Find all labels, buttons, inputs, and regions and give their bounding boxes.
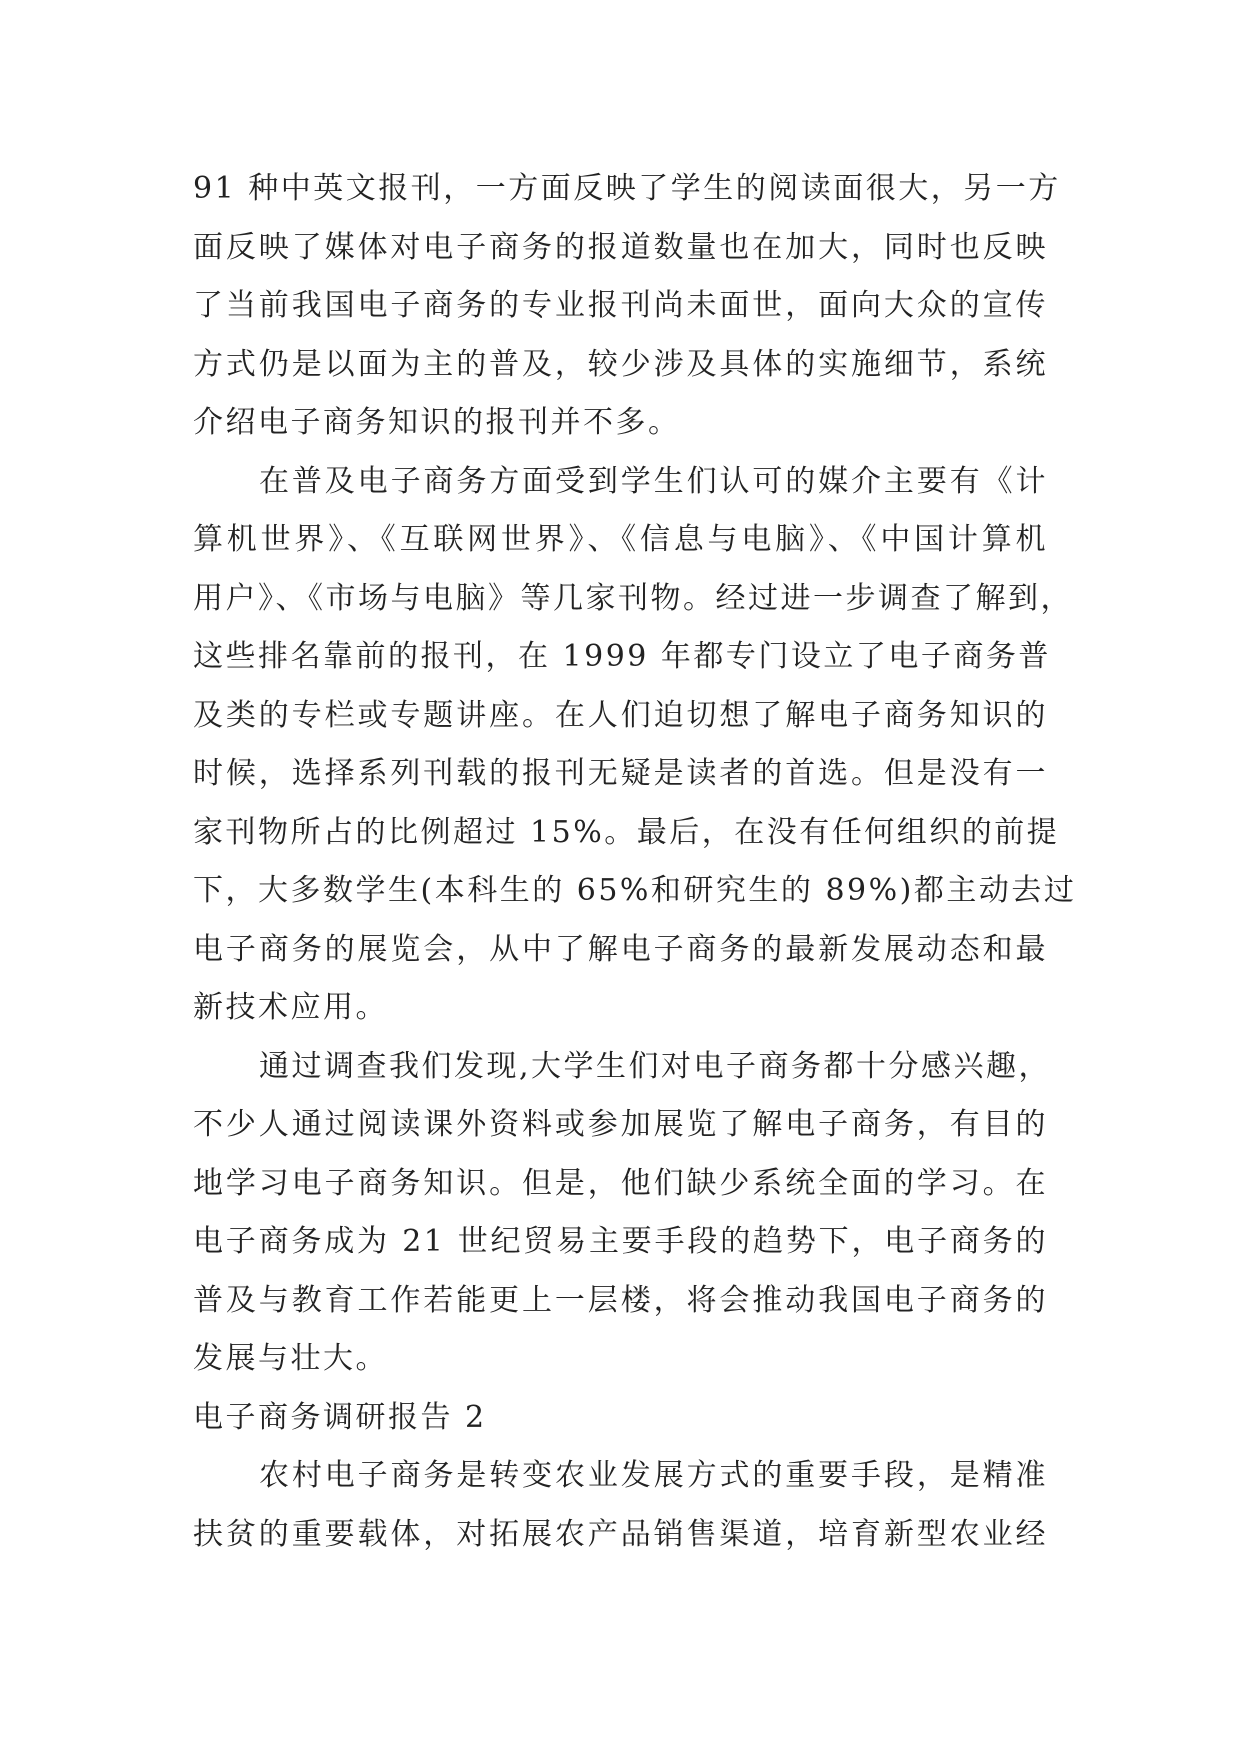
text-line: 电子商务的展览会，从中了解电子商务的最新发展动态和最: [193, 931, 1048, 967]
text-line: 普及与教育工作若能更上一层楼，将会推动我国电子商务的: [193, 1282, 1048, 1318]
paragraph-3: [193, 1038, 1052, 1389]
paragraph-1: [193, 160, 1061, 453]
text-line: 新技术应用。: [193, 990, 388, 1025]
text-line: 扶贫的重要载体，对拓展农产品销售渠道，培育新型农业经: [193, 1516, 1048, 1552]
text-line: 91 种中英文报刊，一方面反映了学生的阅读面很大，另一方: [193, 171, 1061, 206]
text-line: 家刊物所占的比例超过 15%。最后，在没有任何组织的前提: [193, 814, 1060, 850]
text-line: 方式仍是以面为主的普及，较少涉及具体的实施细节，系统: [193, 346, 1048, 382]
document-body: [193, 160, 1077, 1564]
text-line: 地学习电子商务知识。但是，他们缺少系统全面的学习。在: [193, 1165, 1048, 1201]
text-line: 下，大多数学生(本科生的 65%和研究生的 89%)都主动去过: [193, 873, 1077, 908]
text-line: 发展与壮大。: [193, 1341, 388, 1376]
text-line: 时候，选择系列刊载的报刊无疑是读者的首选。但是没有一: [193, 756, 1048, 791]
text-line: 这些排名靠前的报刊，在 1999 年都专门设立了电子商务普: [193, 639, 1051, 674]
text-line: 通过调查我们发现,大学生们对电子商务都十分感兴趣，: [259, 1048, 1052, 1084]
text-line: 及类的专栏或专题讲座。在人们迫切想了解电子商务知识的: [193, 697, 1048, 733]
paragraph-2: [193, 453, 1077, 1038]
text-line: 在普及电子商务方面受到学生们认可的媒介主要有《计: [259, 463, 1048, 499]
text-line: 用户》、《市场与电脑》等几家刊物。经过进一步调查了解到，: [193, 580, 1073, 616]
text-line: 了当前我国电子商务的专业报刊尚未面世，面向大众的宣传: [193, 288, 1048, 323]
section-heading: 电子商务调研报告 2: [193, 1399, 487, 1435]
paragraph-4: [193, 1447, 1048, 1564]
text-line: 电子商务成为 21 世纪贸易主要手段的趋势下，电子商务的: [193, 1224, 1048, 1259]
text-line: 农村电子商务是转变农业发展方式的重要手段，是精准: [259, 1458, 1048, 1493]
text-line: 算机世界》、《互联网世界》、《信息与电脑》、《中国计算机: [193, 522, 1048, 557]
text-line: 不少人通过阅读课外资料或参加展览了解电子商务，有目的: [193, 1107, 1048, 1142]
text-line: 面反映了媒体对电子商务的报道数量也在加大，同时也反映: [193, 229, 1048, 265]
text-line: 介绍电子商务知识的报刊并不多。: [193, 405, 681, 440]
